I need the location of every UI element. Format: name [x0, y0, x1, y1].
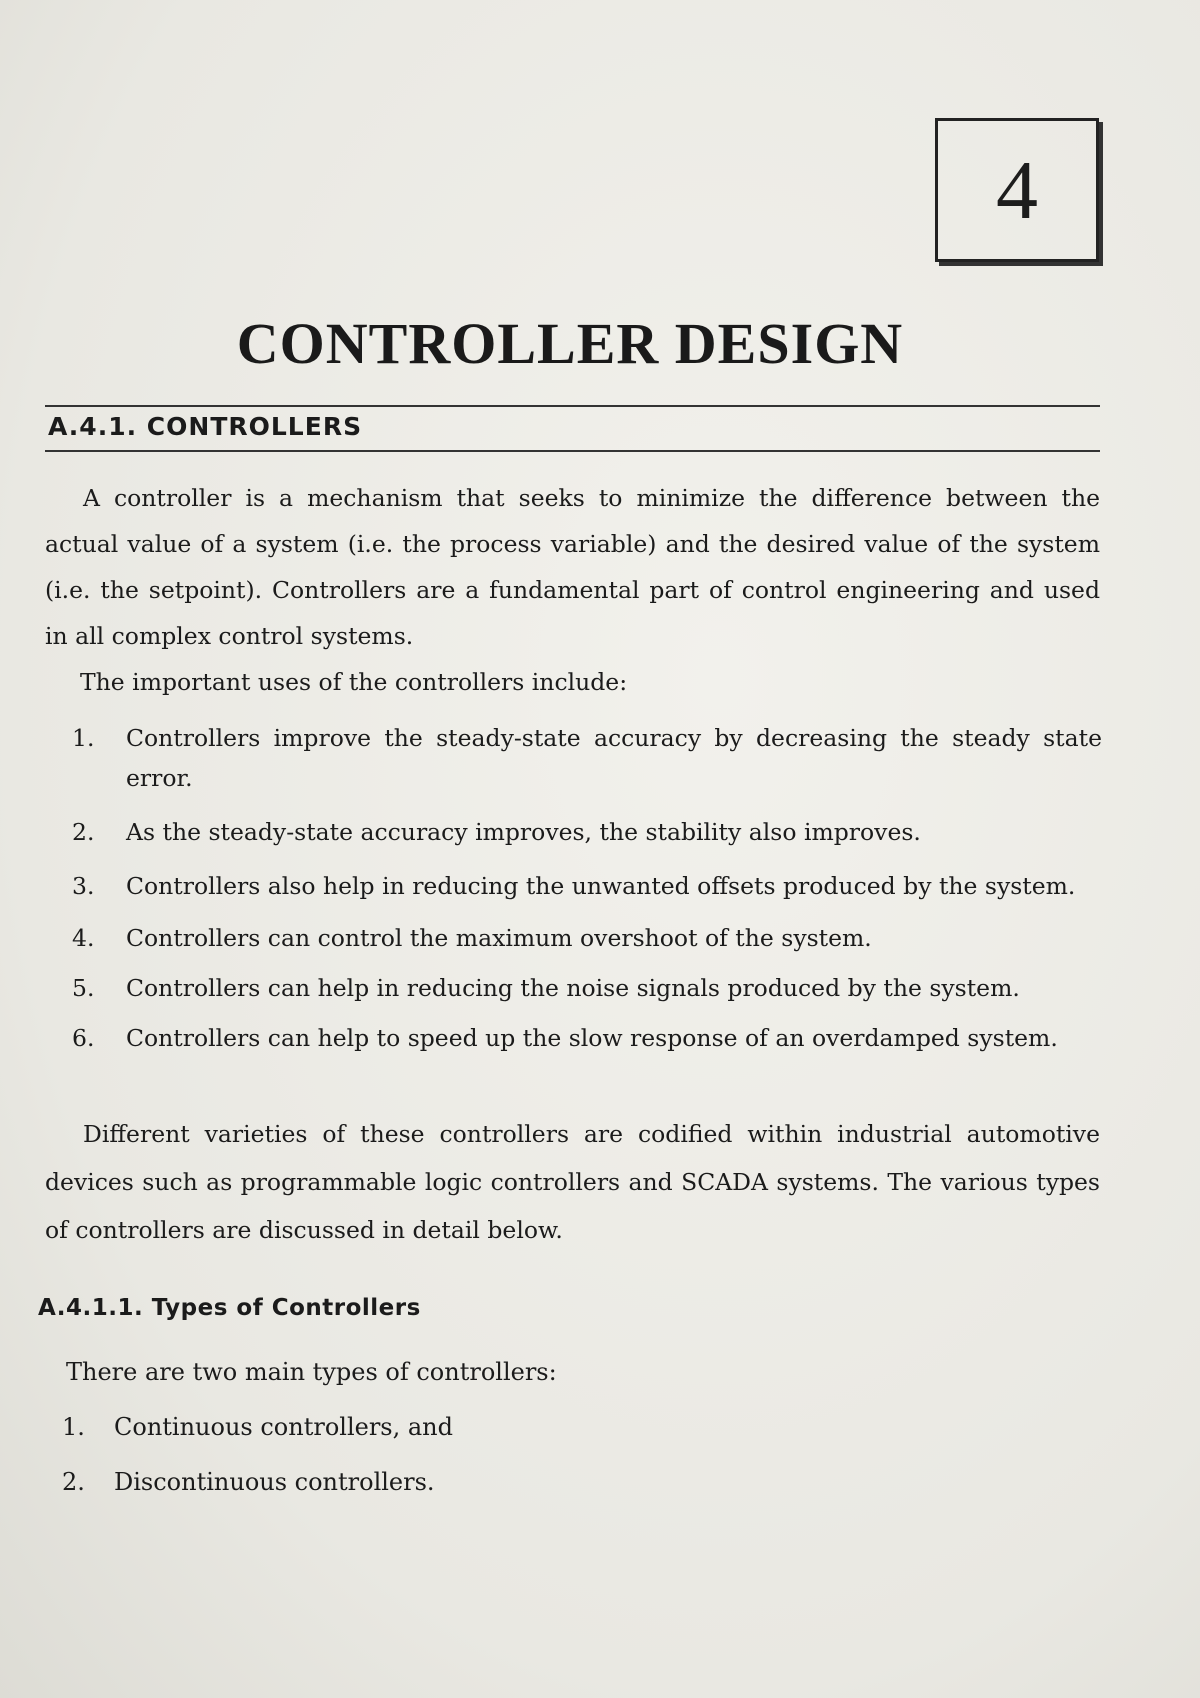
list-item [62, 1455, 453, 1510]
chapter-number: 4 [996, 143, 1038, 237]
types-list [62, 1400, 453, 1510]
types-lead: There are two main types of controllers: [66, 1358, 557, 1386]
list-item-number: 2. [72, 818, 95, 846]
list-item [72, 918, 1102, 958]
list-item-number: 3. [72, 872, 95, 900]
list-item [72, 866, 1102, 906]
list-item [72, 718, 1102, 798]
list-item-text: Discontinuous controllers. [114, 1468, 435, 1496]
section-heading: A.4.1. CONTROLLERS [48, 412, 363, 441]
list-item-number: 5. [72, 974, 95, 1002]
chapter-number-box [935, 118, 1099, 262]
list-item-text: Controllers can help to speed up the slow response of an overdamped system. [126, 1024, 1058, 1052]
chapter-title: CONTROLLER DESIGN [236, 311, 904, 376]
list-item [72, 968, 1102, 1008]
list-item-number: 1. [62, 1413, 85, 1441]
list-item-number: 2. [62, 1468, 85, 1496]
list-item-text: Controllers can control the maximum overshoot of the system. [126, 924, 872, 952]
list-item-number: 1. [72, 724, 95, 752]
intro-paragraph: A controller is a mechanism that seeks to minimize the difference between the actual value of a system (i.e. the process variable) and the desired value of the system (i.e. the setpoint). Controllers are a fundamental part of control engineering and used in all complex control systems. [45, 484, 1100, 650]
list-item-number: 4. [72, 924, 95, 952]
list-item [62, 1400, 453, 1455]
list-item [72, 1018, 1102, 1058]
heading-rule-top [45, 405, 1100, 407]
list-item-text: Controllers also help in reducing the unwanted offsets produced by the system. [126, 872, 1076, 900]
list-item-text: Controllers can help in reducing the noise signals produced by the system. [126, 974, 1020, 1002]
list-item-text: Controllers improve the steady-state accuracy by decreasing the steady state error. [126, 724, 1102, 792]
list-item [72, 812, 1102, 852]
heading-rule-bottom [45, 450, 1100, 452]
uses-lead: The important uses of the controllers include: [80, 668, 628, 696]
list-item-number: 6. [72, 1024, 95, 1052]
list-item-text: Continuous controllers, and [114, 1413, 453, 1441]
subsection-heading: A.4.1.1. Types of Controllers [38, 1295, 421, 1321]
varieties-paragraph: Different varieties of these controllers are codified within industrial automotive devices such as programmable logic controllers and SCADA systems. The various types of controllers are discussed in detail below. [45, 1120, 1100, 1244]
list-item-text: As the steady-state accuracy improves, the stability also improves. [126, 818, 921, 846]
uses-list [72, 718, 1102, 1058]
